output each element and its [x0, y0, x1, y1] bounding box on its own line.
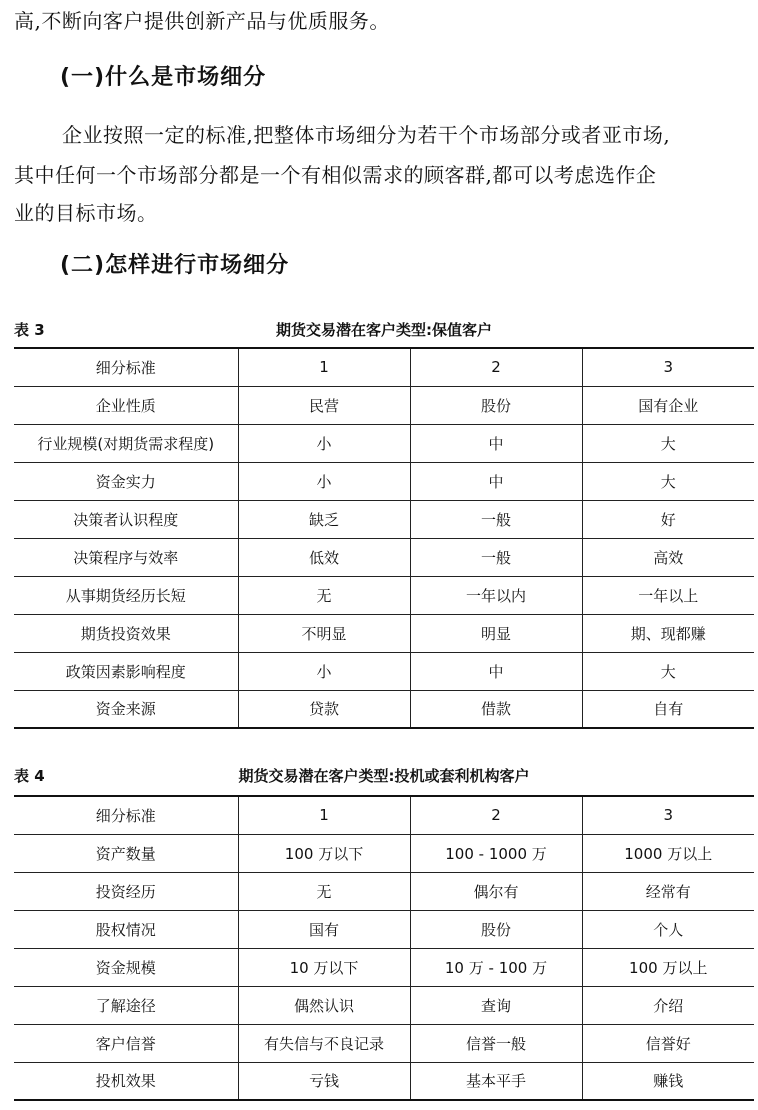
table-cell: 个人	[582, 910, 754, 948]
table-cell: 股份	[410, 910, 582, 948]
table-cell: 一般	[410, 538, 582, 576]
table-cell: 无	[238, 872, 410, 910]
header-cell: 1	[238, 348, 410, 386]
row-label-cell: 投机效果	[14, 1062, 238, 1100]
header-cell: 细分标准	[14, 796, 238, 834]
table-row	[14, 690, 754, 728]
row-label-cell: 了解途径	[14, 986, 238, 1024]
table-cell: 介绍	[582, 986, 754, 1024]
table-cell: 贷款	[238, 690, 410, 728]
row-label-cell: 决策程序与效率	[14, 538, 238, 576]
table-cell: 信誉一般	[410, 1024, 582, 1062]
table-row	[14, 948, 754, 986]
table4-label: 表 4	[14, 767, 45, 785]
table-cell: 不明显	[238, 614, 410, 652]
table-cell: 期、现都赚	[582, 614, 754, 652]
table-cell: 大	[582, 652, 754, 690]
row-label-cell: 投资经历	[14, 872, 238, 910]
row-label-cell: 期货投资效果	[14, 614, 238, 652]
table-cell: 一年以内	[410, 576, 582, 614]
table-cell: 查询	[410, 986, 582, 1024]
row-label-cell: 企业性质	[14, 386, 238, 424]
header-cell: 3	[582, 796, 754, 834]
row-label-cell: 决策者认识程度	[14, 500, 238, 538]
table-cell: 国有企业	[582, 386, 754, 424]
table4-speculative-clients	[14, 795, 754, 1101]
table-cell: 经常有	[582, 872, 754, 910]
table-cell: 一年以上	[582, 576, 754, 614]
table4-caption	[14, 764, 754, 788]
table-row	[14, 386, 754, 424]
table-header-row	[14, 796, 754, 834]
table3-hedging-clients	[14, 347, 754, 729]
table-row	[14, 910, 754, 948]
table-cell: 好	[582, 500, 754, 538]
table-cell: 信誉好	[582, 1024, 754, 1062]
table-cell: 中	[410, 424, 582, 462]
header-cell: 3	[582, 348, 754, 386]
table-cell: 偶然认识	[238, 986, 410, 1024]
table-row	[14, 652, 754, 690]
table-cell: 大	[582, 424, 754, 462]
row-label-cell: 资产数量	[14, 834, 238, 872]
table-row	[14, 614, 754, 652]
table-cell: 明显	[410, 614, 582, 652]
table-row	[14, 872, 754, 910]
table-row	[14, 986, 754, 1024]
row-label-cell: 政策因素影响程度	[14, 652, 238, 690]
header-cell: 2	[410, 796, 582, 834]
table3-caption	[14, 318, 754, 342]
table-cell: 缺乏	[238, 500, 410, 538]
row-label-cell: 资金来源	[14, 690, 238, 728]
row-label-cell: 资金实力	[14, 462, 238, 500]
table-cell: 股份	[410, 386, 582, 424]
table-header-row	[14, 348, 754, 386]
table4-title: 期货交易潜在客户类型:投机或套利机构客户	[238, 767, 530, 785]
table-cell: 自有	[582, 690, 754, 728]
table-cell: 无	[238, 576, 410, 614]
table-cell: 低效	[238, 538, 410, 576]
row-label-cell: 客户信誉	[14, 1024, 238, 1062]
table-cell: 100 - 1000 万	[410, 834, 582, 872]
table-cell: 100 万以下	[238, 834, 410, 872]
table-row	[14, 834, 754, 872]
table-cell: 亏钱	[238, 1062, 410, 1100]
section-heading-what-is-segmentation: (一)什么是市场细分	[60, 65, 267, 90]
table-cell: 借款	[410, 690, 582, 728]
table-cell: 10 万 - 100 万	[410, 948, 582, 986]
table3-title: 期货交易潜在客户类型:保值客户	[275, 321, 492, 339]
intro-text-line: 高,不断向客户提供创新产品与优质服务。	[14, 9, 390, 33]
table-cell: 1000 万以上	[582, 834, 754, 872]
table3-label: 表 3	[14, 321, 45, 339]
table-row	[14, 1062, 754, 1100]
table-cell: 民营	[238, 386, 410, 424]
table-row	[14, 462, 754, 500]
table-cell: 高效	[582, 538, 754, 576]
table-row	[14, 576, 754, 614]
table-cell: 小	[238, 652, 410, 690]
table-cell: 有失信与不良记录	[238, 1024, 410, 1062]
table-cell: 中	[410, 462, 582, 500]
table-cell: 一般	[410, 500, 582, 538]
table-cell: 中	[410, 652, 582, 690]
table-cell: 100 万以上	[582, 948, 754, 986]
table-cell: 偶尔有	[410, 872, 582, 910]
paragraph-line-2: 其中任何一个市场部分都是一个有相似需求的顾客群,都可以考虑选作企	[14, 163, 657, 187]
table-cell: 小	[238, 462, 410, 500]
header-cell: 1	[238, 796, 410, 834]
table-cell: 大	[582, 462, 754, 500]
table-row	[14, 538, 754, 576]
table-row	[14, 424, 754, 462]
table-row	[14, 1024, 754, 1062]
row-label-cell: 行业规模(对期货需求程度)	[14, 424, 238, 462]
row-label-cell: 股权情况	[14, 910, 238, 948]
section-heading-how-to-segment: (二)怎样进行市场细分	[60, 253, 290, 278]
paragraph-line-3: 业的目标市场。	[14, 201, 158, 225]
row-label-cell: 从事期货经历长短	[14, 576, 238, 614]
paragraph-line-1: 企业按照一定的标准,把整体市场细分为若干个市场部分或者亚市场,	[62, 123, 671, 147]
table-cell: 10 万以下	[238, 948, 410, 986]
header-cell: 2	[410, 348, 582, 386]
table-cell: 基本平手	[410, 1062, 582, 1100]
table-cell: 小	[238, 424, 410, 462]
table-cell: 国有	[238, 910, 410, 948]
table-cell: 赚钱	[582, 1062, 754, 1100]
table-row	[14, 500, 754, 538]
row-label-cell: 资金规模	[14, 948, 238, 986]
header-cell: 细分标准	[14, 348, 238, 386]
